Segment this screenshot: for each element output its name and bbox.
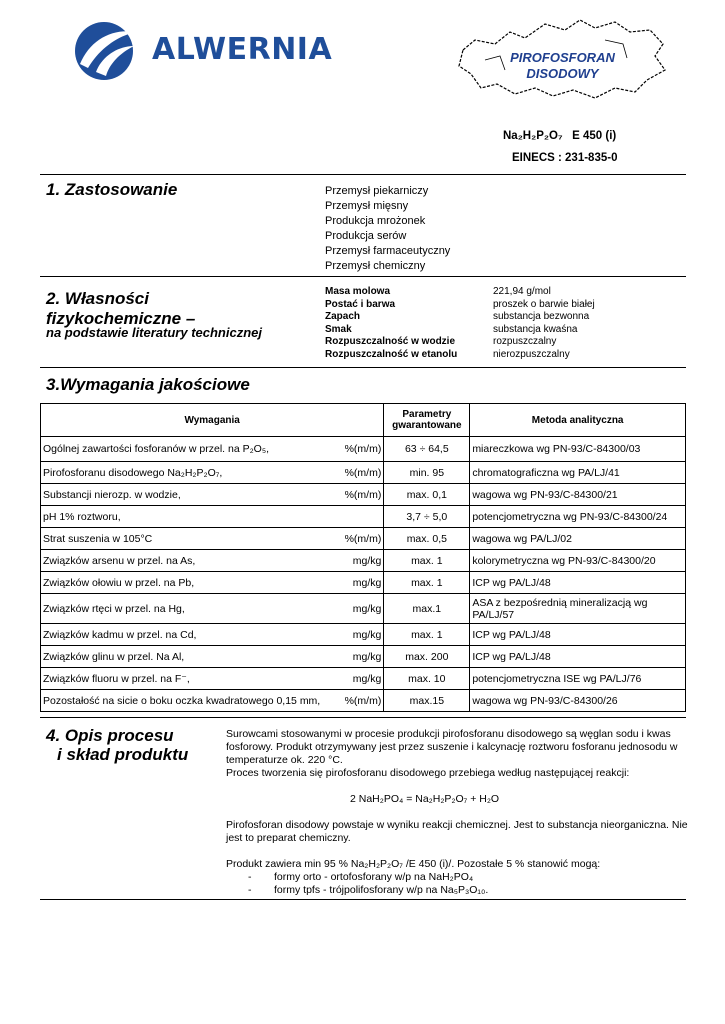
- requirement-unit: mg/kg: [352, 576, 382, 589]
- company-logo: [66, 20, 146, 82]
- table-row: [41, 572, 686, 594]
- table-row: [41, 646, 686, 668]
- brand-name: ALWERNIA: [152, 32, 333, 67]
- requirement-cell: [41, 528, 384, 550]
- header-parameters-line2: gwarantowane: [392, 420, 462, 431]
- requirement-unit: mg/kg: [352, 554, 382, 567]
- method-cell: chromatograficzna wg PA/LJ/41: [470, 462, 686, 484]
- property-name: Postać i barwa: [325, 298, 396, 310]
- table-row: [41, 668, 686, 690]
- property-names: [325, 286, 457, 361]
- section2-title-line1: 2. Własności: [46, 289, 149, 308]
- method-cell: ASA z bezpośrednią mineralizacją wg PA/LJ/57: [470, 594, 686, 624]
- list-item: Przemysł chemiczny: [325, 260, 426, 272]
- method-cell: ICP wg PA/LJ/48: [470, 624, 686, 646]
- table-row: [41, 506, 686, 528]
- badge-title-line1: PIROFOSFORAN: [510, 50, 615, 65]
- requirement-unit: %(m/m): [344, 443, 382, 455]
- applications-list: [325, 184, 450, 274]
- parameter-value: max. 10: [384, 668, 470, 690]
- parameter-value: max. 1: [384, 624, 470, 646]
- table-header-row: [41, 404, 686, 437]
- table-row: [41, 528, 686, 550]
- bullet-text: formy orto - ortofosforany w/p na NaH₂PO₄: [274, 871, 474, 883]
- list-item: Przemysł piekarniczy: [325, 185, 429, 197]
- property-value: 221,94 g/mol: [493, 286, 551, 297]
- section4-title-line1: 4. Opis procesu: [46, 726, 174, 745]
- list-item: Przemysł farmaceutyczny: [325, 245, 451, 257]
- process-paragraph: Produkt zawiera min 95 % Na₂H₂P₂O₇ /E 450 (i)/. Pozostałe 5 % stanowić mogą:: [226, 858, 601, 870]
- process-paragraph: Surowcami stosowanymi w procesie produkcji pirofosforanu disodowego są węglan sodu i kwas fosforowy. Produkt otrzymywany jest przez suszenie i kalcynację roztworu fosforanu jednosodu w temperaturze ok. 220 °C.: [226, 728, 678, 766]
- requirement-cell: [41, 646, 384, 668]
- requirement-unit: mg/kg: [352, 602, 382, 615]
- parameter-value: max. 0,5: [384, 528, 470, 550]
- divider: [40, 367, 686, 368]
- parameter-value: max. 200: [384, 646, 470, 668]
- requirement-unit: mg/kg: [352, 650, 382, 663]
- requirement-unit: mg/kg: [352, 672, 382, 685]
- method-cell: potencjometryczna wg PN-93/C-84300/24: [470, 506, 686, 528]
- requirement-unit: %(m/m): [344, 532, 382, 545]
- parameter-value: max.15: [384, 690, 470, 712]
- requirement-label: Związków fluoru w przel. na F⁻,: [43, 672, 190, 685]
- bullet-text: formy tpfs - trójpolifosforany w/p na Na₅P₃O₁₀.: [274, 884, 489, 896]
- table-row: [41, 437, 686, 462]
- list-item: Przemysł mięsny: [325, 200, 409, 212]
- bullet-dash: -: [248, 884, 252, 896]
- property-name: Smak: [325, 323, 352, 335]
- section4-title-line2: i skład produktu: [57, 745, 189, 764]
- requirement-cell: [41, 690, 384, 712]
- property-value: rozpuszczalny: [493, 336, 557, 347]
- product-formula: Na₂H₂P₂O₇ E 450 (i): [503, 130, 617, 142]
- requirement-cell: [41, 437, 384, 462]
- requirement-cell: [41, 462, 384, 484]
- table-row: [41, 484, 686, 506]
- property-value: substancja kwaśna: [493, 323, 578, 335]
- table-row: [41, 550, 686, 572]
- requirement-label: Związków arsenu w przel. na As,: [43, 554, 196, 567]
- parameter-value: 63 ÷ 64,5: [384, 437, 470, 462]
- bullet-item: [226, 871, 696, 884]
- header-parameters: [384, 404, 470, 437]
- table-row: [41, 594, 686, 624]
- list-item: Produkcja mrożonek: [325, 215, 426, 227]
- method-cell: wagowa wg PN-93/C-84300/21: [470, 484, 686, 506]
- logo-emblem-icon: [66, 20, 146, 82]
- section2-subtitle: na podstawie literatury technicznej: [46, 325, 262, 340]
- requirement-cell: [41, 506, 384, 528]
- section2-title-line2: fizykochemiczne –: [46, 309, 196, 328]
- requirement-cell: [41, 624, 384, 646]
- bullet-dash: -: [248, 871, 252, 883]
- parameter-value: max. 1: [384, 550, 470, 572]
- einecs-number: EINECS : 231-835-0: [512, 152, 618, 164]
- requirement-unit: %(m/m): [344, 466, 382, 479]
- table-row: [41, 690, 686, 712]
- method-cell: miareczkowa wg PN-93/C-84300/03: [470, 437, 686, 462]
- header-requirements: Wymagania: [41, 404, 384, 437]
- requirement-label: Ogólnej zawartości fosforanów w przel. na P₂O₅,: [43, 443, 269, 455]
- requirement-unit: %(m/m): [344, 488, 382, 501]
- property-name: Rozpuszczalność w etanolu: [325, 348, 458, 360]
- badge-title-line2: DISODOWY: [526, 66, 599, 81]
- process-paragraph: Pirofosforan disodowy powstaje w wyniku reakcji chemicznej. Jest to substancja nieorganiczna. Nie jest to preparat chemiczny.: [226, 819, 688, 844]
- requirement-label: Pozostałość na sicie o boku oczka kwadratowego 0,15 mm,: [43, 694, 321, 707]
- requirement-label: Związków ołowiu w przel. na Pb,: [43, 576, 195, 589]
- property-name: Rozpuszczalność w wodzie: [325, 336, 456, 347]
- table-row: [41, 624, 686, 646]
- property-name: Zapach: [325, 311, 361, 322]
- property-values: [493, 286, 595, 361]
- section4-title: [46, 726, 188, 764]
- process-description: [226, 728, 696, 897]
- method-cell: ICP wg PA/LJ/48: [470, 572, 686, 594]
- requirement-cell: [41, 550, 384, 572]
- divider: [40, 276, 686, 277]
- bullet-item: [226, 884, 696, 897]
- requirement-label: pH 1% roztworu,: [43, 510, 121, 523]
- requirement-cell: [41, 668, 384, 690]
- requirement-cell: [41, 572, 384, 594]
- property-value: proszek o barwie białej: [493, 298, 595, 310]
- parameter-value: max. 0,1: [384, 484, 470, 506]
- property-value: substancja bezwonna: [493, 311, 590, 322]
- requirement-label: Związków rtęci w przel. na Hg,: [43, 602, 185, 615]
- parameter-value: min. 95: [384, 462, 470, 484]
- list-item: Produkcja serów: [325, 230, 407, 242]
- parameter-value: max. 1: [384, 572, 470, 594]
- requirement-label: Substancji nierozp. w wodzie,: [43, 488, 181, 501]
- requirement-unit: mg/kg: [352, 628, 382, 641]
- section2-title: [46, 289, 195, 329]
- property-value: nierozpuszczalny: [493, 348, 570, 360]
- divider: [40, 174, 686, 175]
- property-name: Masa molowa: [325, 286, 391, 297]
- process-paragraph: Proces tworzenia się pirofosforanu disodowego przebiega według następującej reakcji:: [226, 767, 630, 779]
- requirement-cell: [41, 484, 384, 506]
- parameter-value: 3,7 ÷ 5,0: [384, 506, 470, 528]
- header-method: Metoda analityczna: [470, 404, 686, 437]
- requirement-unit: %(m/m): [344, 694, 382, 707]
- divider: [40, 717, 686, 718]
- method-cell: kolorymetryczna wg PN-93/C-84300/20: [470, 550, 686, 572]
- requirement-cell: [41, 594, 384, 624]
- method-cell: wagowa wg PN-93/C-84300/26: [470, 690, 686, 712]
- method-cell: ICP wg PA/LJ/48: [470, 646, 686, 668]
- requirement-label: Związków kadmu w przel. na Cd,: [43, 628, 197, 641]
- method-cell: potencjometryczna ISE wg PA/LJ/76: [470, 668, 686, 690]
- product-badge: [455, 10, 670, 105]
- parameter-value: max.1: [384, 594, 470, 624]
- requirement-label: Strat suszenia w 105°C: [43, 532, 153, 545]
- section3-title: 3.Wymagania jakościowe: [46, 375, 250, 394]
- requirement-label: Pirofosforanu disodowego Na₂H₂P₂O₇,: [43, 466, 223, 479]
- section1-title: 1. Zastosowanie: [46, 180, 178, 199]
- reaction-equation: 2 NaH₂PO₄ = Na₂H₂P₂O₇ + H₂O: [350, 793, 500, 805]
- method-cell: wagowa wg PA/LJ/02: [470, 528, 686, 550]
- requirement-label: Związków glinu w przel. Na Al,: [43, 650, 185, 663]
- table-row: [41, 462, 686, 484]
- divider: [40, 899, 686, 900]
- requirements-table: [40, 403, 686, 712]
- header-parameters-line1: Parametry: [402, 409, 452, 420]
